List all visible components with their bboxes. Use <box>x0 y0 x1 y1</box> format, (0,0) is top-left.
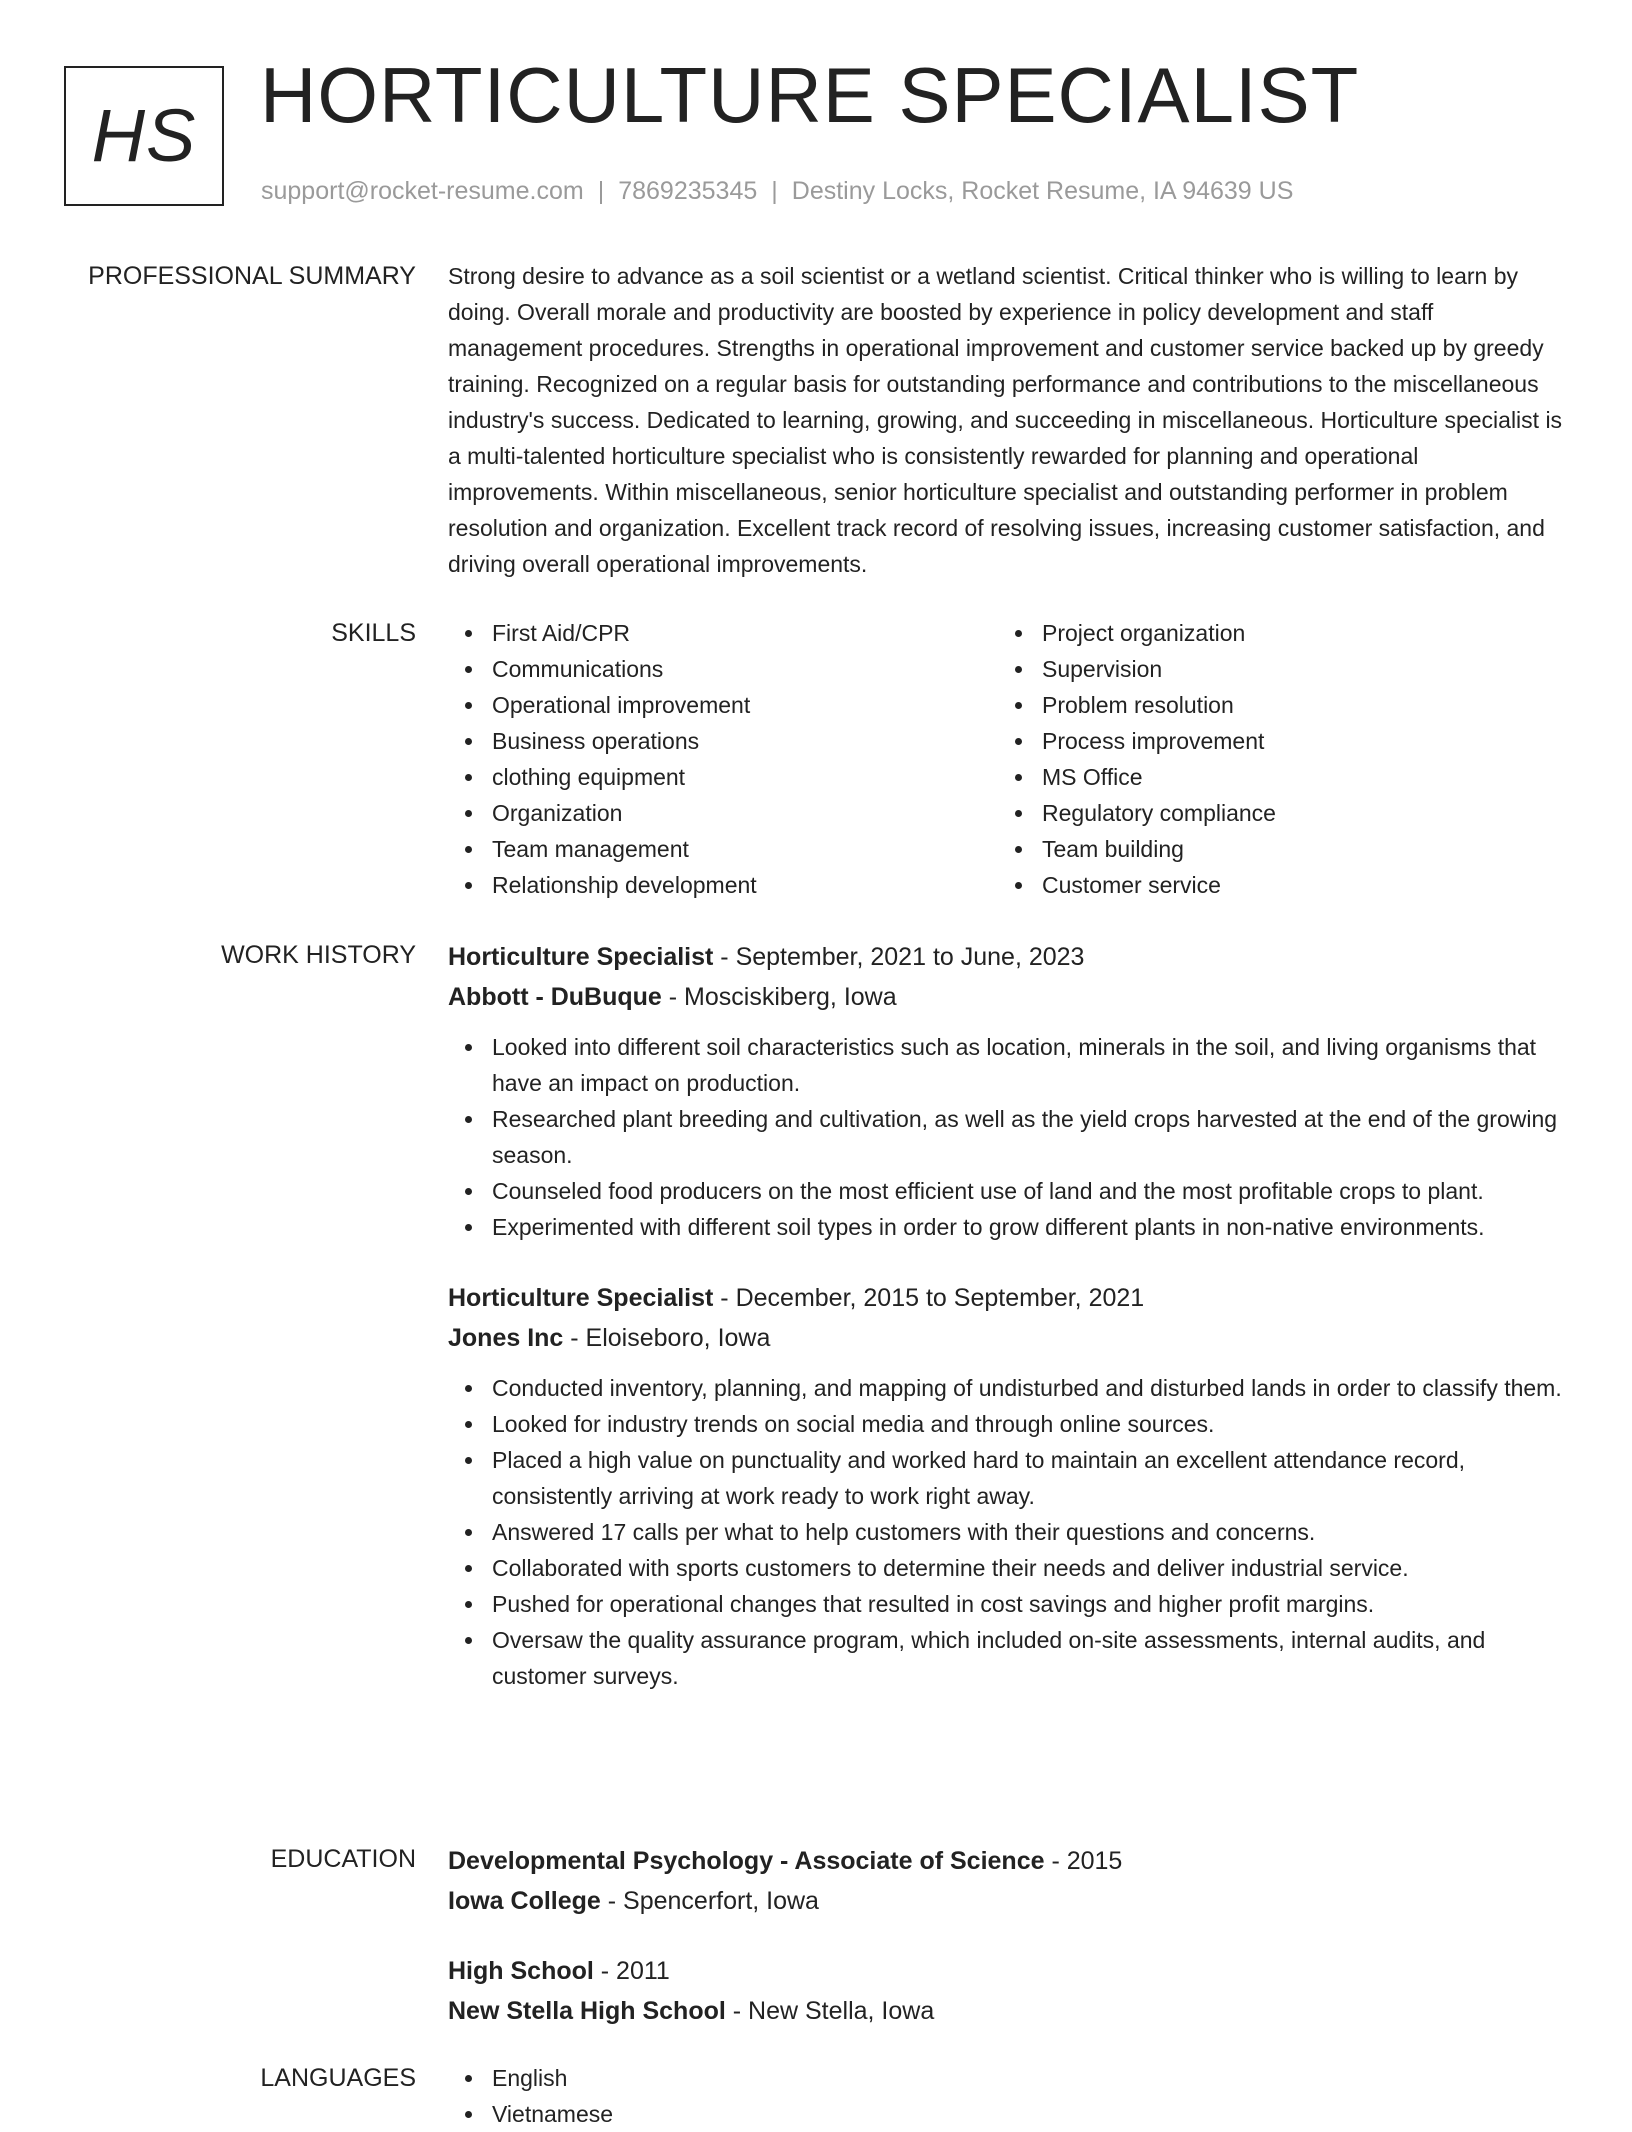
skill-item: Regulatory compliance <box>998 795 1548 831</box>
education-school-line <box>448 1991 1568 2031</box>
resume-title: HORTICULTURE SPECIALIST <box>260 51 1360 139</box>
contact-separator: | <box>771 177 778 205</box>
education-entry <box>448 1841 1568 1921</box>
skill-item: Team management <box>448 831 998 867</box>
skill-item: Process improvement <box>998 723 1548 759</box>
skill-item: Organization <box>448 795 998 831</box>
job-company: Jones Inc <box>448 1324 564 1352</box>
education-school-line <box>448 1881 1568 1921</box>
job-company-line <box>448 977 1568 1017</box>
education-entry <box>448 1951 1568 2031</box>
skills-list-left <box>448 615 998 903</box>
job-title: Horticulture Specialist <box>448 943 714 971</box>
monogram-initials: HS <box>91 94 197 177</box>
education-heading: EDUCATION <box>270 1845 416 1873</box>
job-duty: Pushed for operational changes that resulted in cost savings and higher profit margins. <box>448 1586 1568 1622</box>
contact-separator: | <box>597 177 605 205</box>
work-history-heading: WORK HISTORY <box>221 941 416 969</box>
education-school: Iowa College <box>448 1887 601 1915</box>
contact-email[interactable]: support@rocket-resume.com <box>261 177 584 205</box>
education-location: - New Stella, Iowa <box>725 1997 935 2025</box>
monogram-box <box>64 66 224 206</box>
job-title: Horticulture Specialist <box>448 1284 714 1312</box>
skill-item: MS Office <box>998 759 1548 795</box>
languages-list <box>448 2060 1568 2132</box>
job-company-line <box>448 1318 1568 1358</box>
education-location: - Spencerfort, Iowa <box>600 1887 819 1915</box>
summary-text: Strong desire to advance as a soil scientist or a wetland scientist. Critical thinker who is willing to learn by doing. Overall morale and productivity are boosted by experience in policy development and staff management procedures. Strengths in operational improvement and customer service backed up by greedy training. Recognized on a regular basis for outstanding performance and contributions to the miscellaneous industry's success. Dedicated to learning, growing, and succeeding in miscellaneous. Horticulture specialist is a multi-talented horticulture specialist who is consistently rewarded for planning and operational improvements. Within miscellaneous, senior horticulture specialist and outstanding performer in problem resolution and organization. Excellent track record of resolving issues, increasing customer satisfaction, and driving overall operational improvements. <box>448 263 1563 577</box>
skill-item: clothing equipment <box>448 759 998 795</box>
job-duty: Collaborated with sports customers to determine their needs and deliver industrial service. <box>448 1550 1568 1586</box>
education-degree-line <box>448 1841 1568 1881</box>
job-entry <box>448 937 1568 1245</box>
job-duty: Placed a high value on punctuality and worked hard to maintain an excellent attendance record, consistently arriving at work ready to work right away. <box>448 1442 1568 1514</box>
languages-heading: LANGUAGES <box>260 2064 416 2092</box>
skill-item: Customer service <box>998 867 1548 903</box>
education-year: - 2011 <box>593 1957 670 1985</box>
job-dates: - September, 2021 to June, 2023 <box>713 943 1085 971</box>
job-duty: Oversaw the quality assurance program, which included on-site assessments, internal audits, and customer surveys. <box>448 1622 1568 1694</box>
skills-heading: SKILLS <box>331 619 416 647</box>
language-item: English <box>448 2060 1568 2096</box>
job-duties-list <box>448 1370 1568 1694</box>
skill-item: Supervision <box>998 651 1548 687</box>
job-company: Abbott - DuBuque <box>448 983 662 1011</box>
job-duty: Counseled food producers on the most efficient use of land and the most profitable crops to plant. <box>448 1173 1568 1209</box>
education-school: New Stella High School <box>448 1997 726 2025</box>
job-duty: Answered 17 calls per what to help customers with their questions and concerns. <box>448 1514 1568 1550</box>
language-item: Vietnamese <box>448 2096 1568 2132</box>
education-degree: High School <box>448 1957 594 1985</box>
job-title-line <box>448 937 1568 977</box>
job-duty: Conducted inventory, planning, and mapping of undisturbed and disturbed lands in order to classify them. <box>448 1370 1568 1406</box>
job-title-line <box>448 1278 1568 1318</box>
job-location: - Eloiseboro, Iowa <box>563 1324 771 1352</box>
contact-address: Destiny Locks, Rocket Resume, IA 94639 US <box>791 177 1294 205</box>
skill-item: Business operations <box>448 723 998 759</box>
education-degree: Developmental Psychology - Associate of Science <box>448 1847 1045 1875</box>
education-year: - 2015 <box>1044 1847 1123 1875</box>
job-location: - Mosciskiberg, Iowa <box>661 983 897 1011</box>
job-duty: Looked into different soil characteristics such as location, minerals in the soil, and living organisms that have an impact on production. <box>448 1029 1568 1101</box>
skill-item: Team building <box>998 831 1548 867</box>
skill-item: Relationship development <box>448 867 998 903</box>
contact-phone[interactable]: 7869235345 <box>618 177 758 205</box>
skill-item: Operational improvement <box>448 687 998 723</box>
job-duties-list <box>448 1029 1568 1245</box>
skill-item: Communications <box>448 651 998 687</box>
job-entry <box>448 1278 1568 1694</box>
job-duty: Experimented with different soil types in order to grow different plants in non-native environments. <box>448 1209 1568 1245</box>
job-duty: Looked for industry trends on social media and through online sources. <box>448 1406 1568 1442</box>
job-dates: - December, 2015 to September, 2021 <box>713 1284 1145 1312</box>
skill-item: First Aid/CPR <box>448 615 998 651</box>
job-duty: Researched plant breeding and cultivation, as well as the yield crops harvested at the end of the growing season. <box>448 1101 1568 1173</box>
education-degree-line <box>448 1951 1568 1991</box>
contact-line <box>261 176 1293 206</box>
summary-heading: PROFESSIONAL SUMMARY <box>88 262 416 290</box>
skill-item: Project organization <box>998 615 1548 651</box>
skill-item: Problem resolution <box>998 687 1548 723</box>
skills-list-right <box>998 615 1548 903</box>
